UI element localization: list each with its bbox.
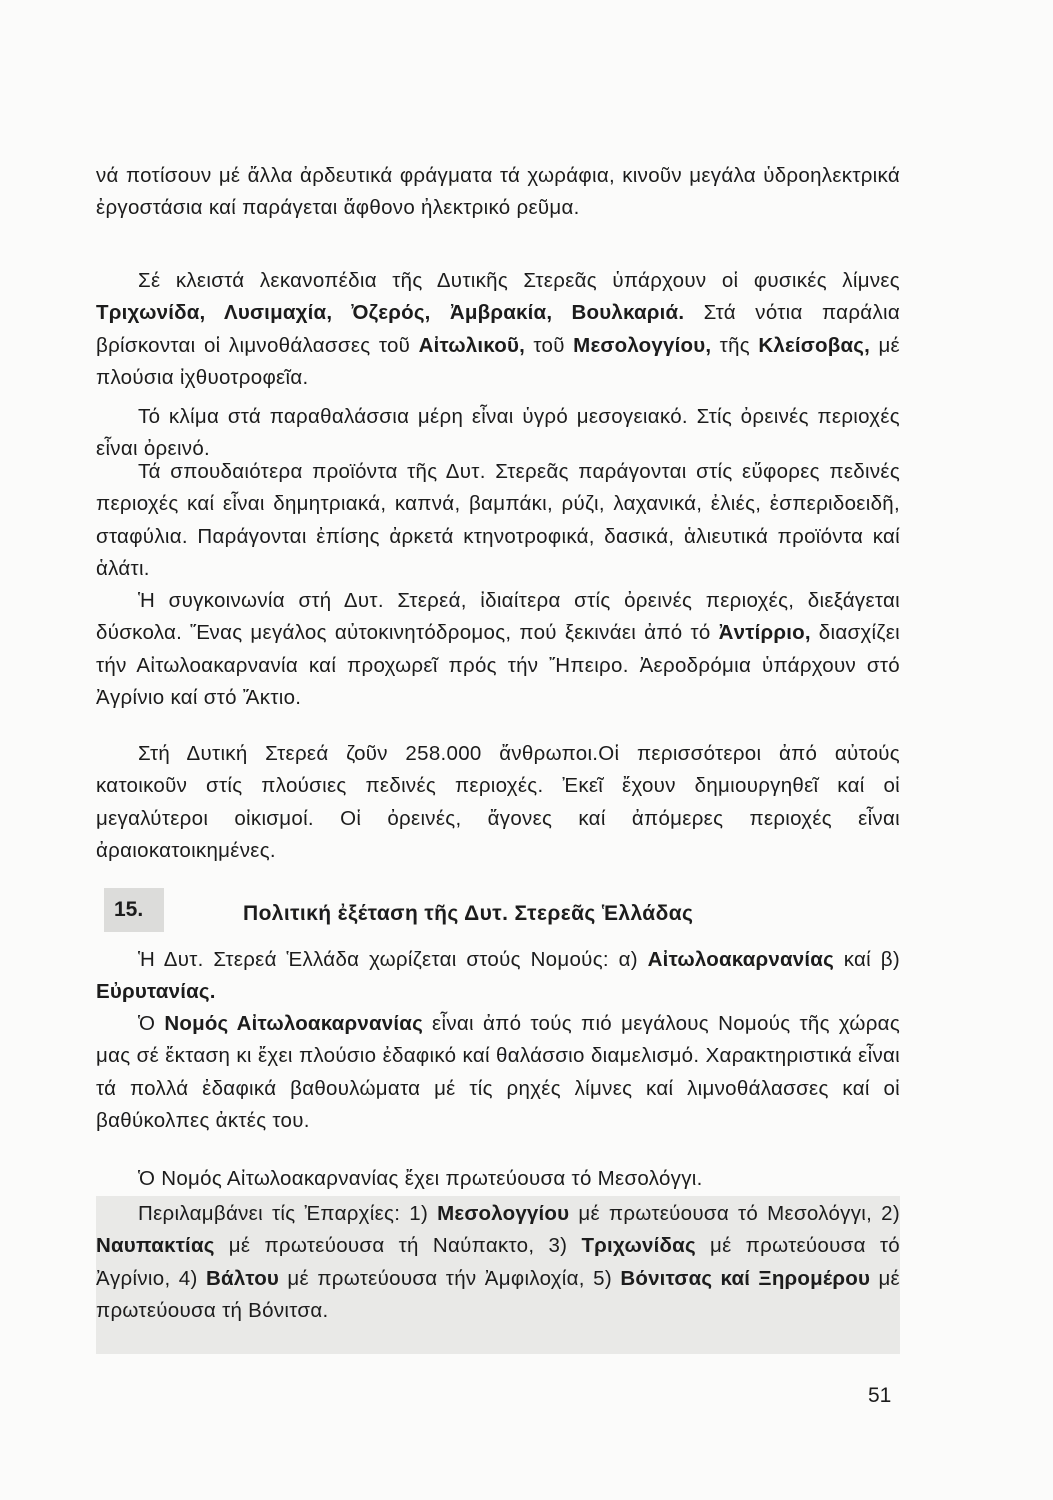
text-run: Περιλαμβάνει τίς Ἐπαρχίες: 1) (138, 1202, 438, 1225)
text-run: Τά σπουδαιότερα προϊόντα τῆς Δυτ. Στερεᾶς παράγονται στίς εὔφορες πεδινές περιοχές καί εἶναι δημητριακά, καπνά, βαμπάκι, ρύζι, λαχανικά, ἐλιές, ἐσπεριδοειδῆ, σταφύλια. Παράγονται ἐπίσης ἀρκετά κτηνοτροφικά, δασικά, ἁλιευτικά προϊόντα καί ἁλάτι. (96, 460, 900, 580)
text-run: Τό κλίμα στά παραθαλάσσια μέρη εἶναι ὑγρό μεσογειακό. Στίς ὀρεινές περιοχές εἶναι ὀρεινό. (96, 405, 900, 461)
section-number: 15. (114, 898, 144, 921)
text-run: Ἡ συγκοινωνία στή Δυτ. Στερεά, ἰδιαίτερα στίς ὀρεινές περιοχές, διεξάγεται δύσκολα. Ἕνας μεγάλος αὐτοκινητόδρομος, πού ξεκινάει ἀπό τό (96, 589, 900, 645)
paragraph-aitoloakarnania (96, 1008, 900, 1137)
paragraph-capital (96, 1163, 900, 1195)
text-run: μέ πρωτεύουσα τό Μεσολόγγι, 2) (569, 1202, 900, 1225)
bold-term: Βάλτου (206, 1266, 280, 1290)
text-run: μέ πρωτεύουσα τή Βόνιτσα. (96, 1266, 900, 1322)
bold-term: Αἰτωλικοῦ, (418, 333, 526, 357)
bold-term: Ἀντίρριο, (718, 621, 811, 645)
bold-term: Ναυπακτίας (96, 1234, 215, 1258)
page-number: 51 (868, 1384, 892, 1407)
text-run: διασχίζει τήν Αἰτωλοακαρνανία καί προχωρεῖ πρός τήν Ἤπειρο. Ἀεροδρόμια ὑπάρχουν στό Ἀγρίνιο καί στό Ἄκτιο. (96, 621, 900, 709)
text-run: εἶναι ἀπό τούς πιό μεγάλους Νομούς τῆς χώρας μας σέ ἔκταση κι ἔχει πλούσιο ἐδαφικό καί θαλάσσιο διαμελισμό. Χαρακτηριστικά εἶναι τά πολλά ἐδαφικά βαθουλώματα μέ τίς ρηχές λίμνες καί λιμνοθάλασσες καί οἱ βαθύκολπες ἀκτές του. (96, 1012, 900, 1132)
section-title: Πολιτική ἐξέταση τῆς Δυτ. Στερεᾶς Ἑλλάδας (243, 902, 694, 925)
paragraph-irrigation (96, 160, 900, 225)
text-run: Ὁ (138, 1012, 165, 1035)
text-run: καί β) (833, 948, 900, 971)
bold-term: Τριχωνίδα, Λυσιμαχία, Ὀζερός, Ἀμβρακία, Βουλκαριά. (96, 301, 685, 325)
paragraph-products (96, 456, 900, 585)
bold-term: Νομός Αἰτωλοακαρνανίας (164, 1012, 423, 1035)
bold-term: Εὐρυτανίας. (96, 980, 216, 1004)
paragraph-prefectures (96, 944, 900, 1009)
bold-term: Μεσολογγίου, (573, 333, 712, 357)
text-run: Στά νότια παράλια βρίσκονται οἱ λιμνοθάλασσες τοῦ (96, 301, 901, 357)
text-run: μέ πρωτεύουσα τό Ἀγρίνιο, 4) (96, 1234, 900, 1290)
text-run: Σέ κλειστά λεκανοπέδια τῆς Δυτικῆς Στερεᾶς ὑπάρχουν οἱ φυσικές λίμνες (138, 269, 900, 292)
text-run: μέ πρωτεύουσα τήν Ἀμφιλοχία, 5) (279, 1266, 621, 1290)
text-run: μέ πλούσια ἰχθυοτροφεῖα. (96, 333, 900, 389)
bold-term: Βόνιτσας καί Ξηρομέρου (620, 1266, 871, 1290)
bold-term: Μεσολογγίου (437, 1202, 570, 1225)
paragraph-lakes (96, 265, 900, 394)
text-run: τῆς (711, 333, 759, 357)
text-run: Ὁ Νομός Αἰτωλοακαρνανίας ἔχει πρωτεύουσα τό Μεσολόγγι. (138, 1167, 703, 1190)
text-run: νά ποτίσουν μέ ἄλλα ἀρδευτικά φράγματα τά χωράφια, κινοῦν μεγάλα ὑδροηλεκτρικά ἐργοστάσια καί παράγεται ἄφθονο ἠλεκτρικό ρεῦμα. (96, 164, 900, 220)
bold-term: Αἰτωλοακαρνανίας (647, 948, 834, 971)
text-run: Ἡ Δυτ. Στερεά Ἑλλάδα χωρίζεται στούς Νομούς: α) (138, 948, 648, 971)
bold-term: Τριχωνίδας (581, 1234, 696, 1258)
paragraph-transport (96, 585, 900, 714)
text-run: τοῦ (525, 333, 574, 357)
text-run: μέ πρωτεύουσα τή Ναύπακτο, 3) (214, 1234, 582, 1258)
paragraph-population (96, 738, 900, 867)
bold-term: Κλείσοβας, (758, 333, 871, 357)
text-run: Στή Δυτική Στερεά ζοῦν 258.000 ἄνθρωποι.Οἱ περισσότεροι ἀπό αὐτούς κατοικοῦν στίς πλούσιες πεδινές περιοχές. Ἐκεῖ ἔχουν δημιουργηθεῖ καί οἱ μεγαλύτεροι οἰκισμοί. Οἱ ὀρεινές, ἄγονες καί ἀπόμερες περιοχές εἶναι ἀραιοκατοικημένες. (96, 742, 900, 862)
paragraph-provinces (96, 1198, 900, 1327)
